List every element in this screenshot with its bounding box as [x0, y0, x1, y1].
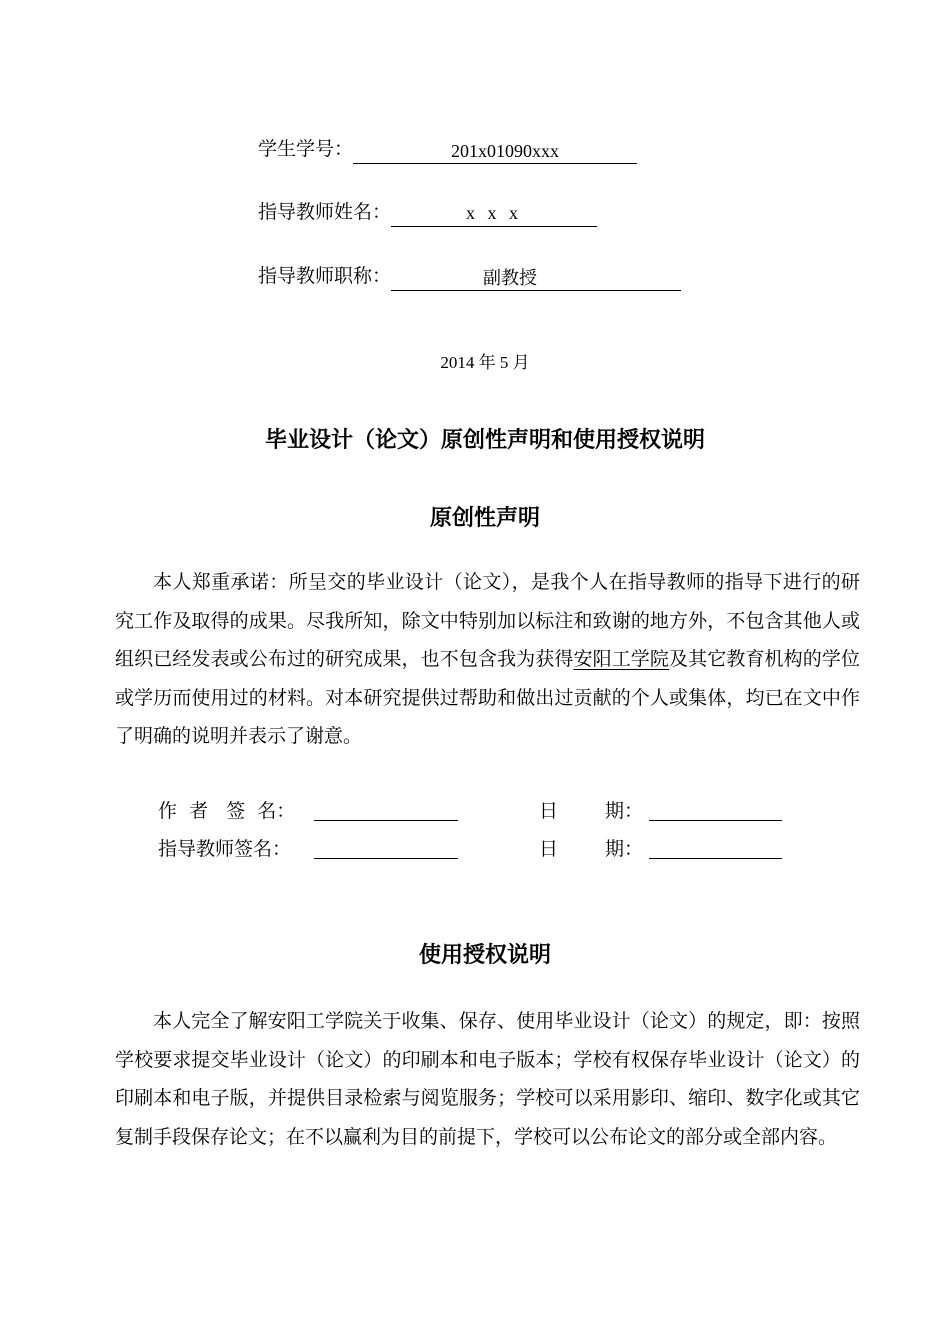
date-label-ri: 日: [539, 838, 559, 860]
advisor-name-line: [258, 197, 597, 227]
advisor-title-line: [258, 261, 681, 291]
advisor-signature-label: 指导教师签名：: [158, 838, 292, 860]
authorization-heading: 使用授权说明: [418, 943, 551, 968]
author-signature-label: 作 者 签 名：: [158, 800, 296, 822]
author-date-field[interactable]: [649, 820, 782, 821]
advisor-title-value: 副教授: [391, 265, 681, 291]
date-label-qi: 期：: [605, 838, 644, 860]
student-id-value: 201x01090xxx: [353, 138, 637, 164]
advisor-signature-field[interactable]: [314, 858, 458, 859]
author-signature-field[interactable]: [314, 820, 458, 821]
originality-text-part1: 本人郑重承诺：所呈交的毕业设计（论文），是我个人在指导教师的指导下进行的研究工作及取得的成果。尽我所知，除文中特别加以标注和致谢的地方外，不包含其他人或组织已经发表或公布过的研究成果，也不包含我为获得: [115, 571, 860, 670]
date-label-qi: 期：: [605, 800, 644, 822]
originality-heading: 原创性声明: [429, 506, 540, 531]
institution-name: 安阳工学院: [573, 648, 670, 670]
advisor-name-label: 指导教师姓名：: [258, 201, 392, 223]
page-title: 毕业设计（论文）原创性声明和使用授权说明: [264, 428, 705, 453]
date-label-ri: 日: [539, 800, 559, 822]
authorization-statement: 本人完全了解安阳工学院关于收集、保存、使用毕业设计（论文）的规定，即：按照学校要求提交毕业设计（论文）的印刷本和电子版本；学校有权保存毕业设计（论文）的印刷本和电子版，并提供目录检索与阅览服务；学校可以采用影印、缩印、数字化或其它复制手段保存论文；在不以赢利为目的前提下，学校可以公布论文的部分或全部内容。: [115, 1010, 860, 1148]
advisor-date-field[interactable]: [649, 858, 782, 859]
originality-statement: [115, 563, 860, 756]
advisor-title-label: 指导教师职称：: [258, 265, 392, 287]
submission-date: 2014 年 5 月: [440, 353, 530, 372]
originality-text-part2: 及其它教育机构的学位或学历而使用过的材料。对本研究提供过帮助和做出过贡献的个人或集体，均已在文中作了明确的说明并表示了谢意。: [115, 648, 860, 747]
student-id-line: [258, 134, 637, 164]
student-id-label: 学生学号：: [258, 138, 354, 160]
advisor-name-value: x x x: [391, 200, 597, 227]
